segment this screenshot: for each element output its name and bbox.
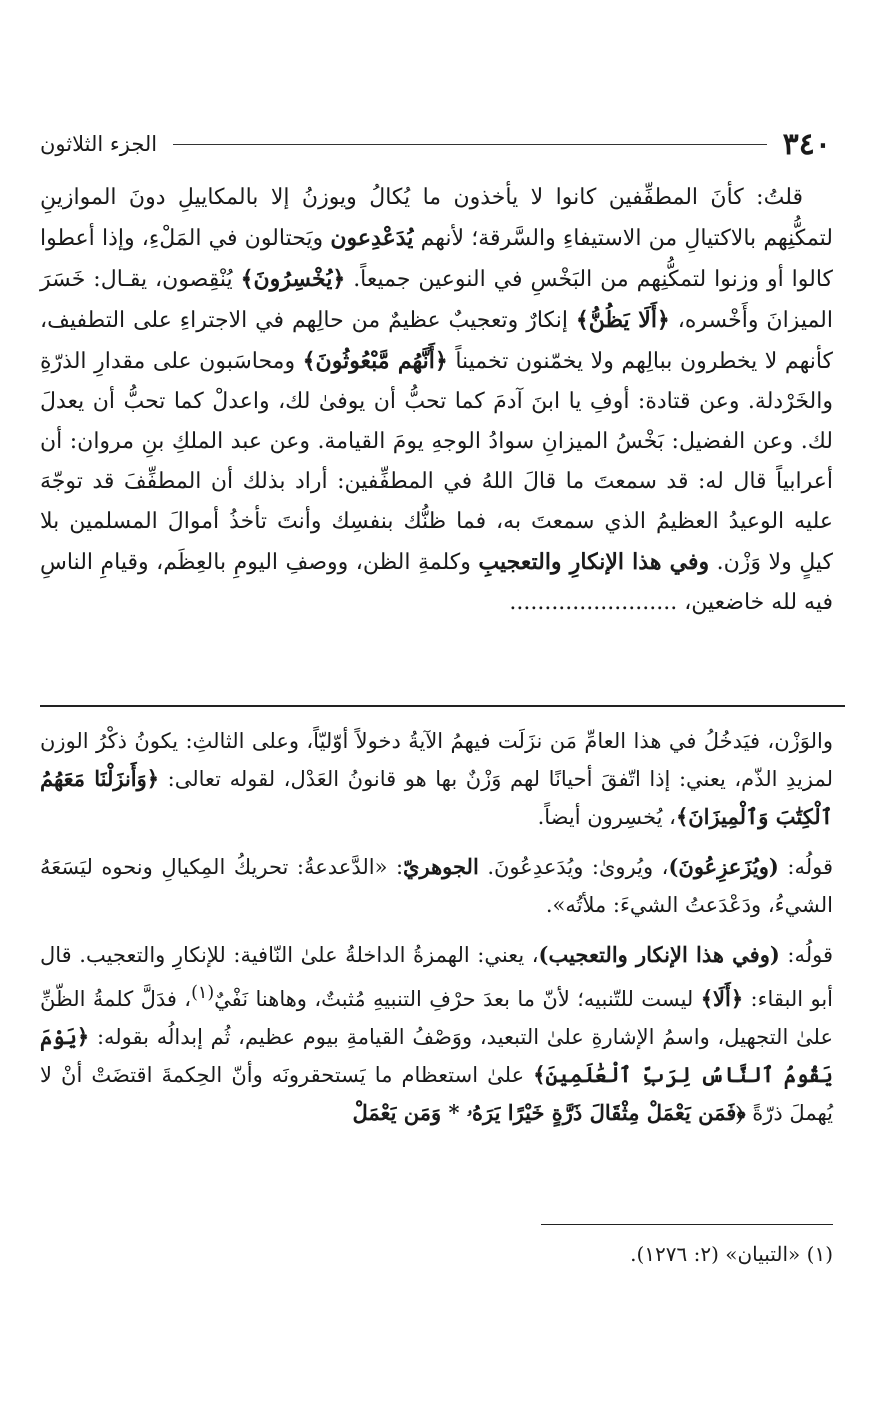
text-segment: والوَزْن، فيَدخُلُ في هذا العامِّ مَن نزَلَت فيهمُ الآيةُ دخولاً أوّليّاً، وعلى الثالثِ: يكونُ ذكْرُ الوزن لمزيدِ الذّم، يعني: إذا اتّفقَ أحيانًا لهم وَزْنٌ بها هو قانونُ العَدْل، لقوله تعالى: bbox=[40, 729, 833, 791]
quran-quote: ﴿وَأَنزَلْنَا مَعَهُمُ ٱلْكِتَٰبَ وَٱلْمِيزَانَ﴾ bbox=[40, 766, 833, 829]
quran-quote: ﴿فَمَن يَعْمَلْ مِثْقَالَ ذَرَّةٍ خَيْرًا يَرَهُۥ * وَمَن يَعْمَلْ bbox=[352, 1100, 746, 1125]
bold-term: يُدَعْدِعون bbox=[330, 225, 414, 251]
footnote-rule bbox=[541, 1224, 833, 1225]
bold-term: (وفي هذا الإنكار والتعجيب) bbox=[538, 942, 780, 967]
main-text bbox=[40, 178, 833, 623]
text-segment: ليست للتّنبيه؛ لأنّ ما بعدَ حرْفِ التنبيهِ مُثبتٌ، وهاهنا نَفْيٌ bbox=[214, 987, 701, 1011]
text-segment: يُنْقِصون، يقـال: خَسَرَ الميزانَ وأَخْسره، bbox=[40, 267, 833, 333]
bold-term: الجوهريّ bbox=[403, 854, 479, 879]
quran-quote: ﴿أَنَّهُم مَّبْعُوثُونَ﴾ bbox=[302, 348, 448, 374]
quran-quote: ﴿أَلَا يَظُنُّ﴾ bbox=[575, 307, 670, 333]
text-segment: ويَحتالون في المَلْءِ، وإذا أعطوا كالوا أو وزنوا لتمكُّنِهم من البَخْسِ في النوعين جميعاً. bbox=[40, 226, 834, 292]
page-header bbox=[40, 122, 831, 166]
text-segment: قولُه: bbox=[779, 943, 833, 967]
bold-term: وفي هذا الإنكارِ والتعجيبِ bbox=[478, 549, 710, 575]
commentary bbox=[40, 722, 833, 1144]
text-segment: علىٰ استعظام ما يَستحقرونَه وأنّ الحِكمةَ اقتضَتْ أنْ لا يُهملَ ذرّةً bbox=[40, 1063, 833, 1125]
running-title: الجزء الثلاثون bbox=[40, 132, 158, 156]
text-segment: قولُه: bbox=[778, 855, 834, 879]
main-paragraph bbox=[40, 178, 833, 623]
quran-quote: ﴿يُخْسِرُونَ﴾ bbox=[240, 266, 346, 292]
text-segment: وكلمةِ الظن، ووصفِ اليومِ بالعِظَم، وقيامِ الناسِ فيه لله خاضعين، ........................ bbox=[40, 550, 833, 615]
page-number: ٣٤٠ bbox=[782, 126, 831, 162]
commentary-paragraph bbox=[40, 848, 833, 924]
footnote: (١) «التبيان» (٢: ١٢٧٦). bbox=[630, 1242, 833, 1266]
text-segment: ، يُخسِرون أيضاً. bbox=[537, 805, 676, 829]
text-segment: قلتُ: كأنَ المطفِّفين كانوا لا يأخذون ما يُكالُ ويوزنُ إلا بالمكاييلِ دونَ الموازينِ لتمكُّنِهم بالاكتيالِ من الاستيفاءِ والسَّرقة؛ لأنهم bbox=[40, 185, 833, 251]
commentary-paragraph bbox=[40, 722, 833, 836]
quran-quote: ﴿يَوْمَ يَقُومُ ٱلنَّاسُ لِرَبِّ ٱلْعَٰلَمِينَ﴾ bbox=[40, 1024, 833, 1087]
text-segment: ، يعني: الهمزةُ الداخلةُ علىٰ النّافية: للإنكارِ والتعجيب. قال أبو البقاء: bbox=[40, 943, 833, 1011]
quran-quote: ﴿أَلَا﴾ bbox=[700, 986, 744, 1011]
header-rule bbox=[173, 144, 767, 145]
text-segment: : «الدَّعدعةُ: تحريكُ المِكيالِ ونحوه ليَسَعَهُ الشيءُ، ودَعْدَعتُ الشيءَ: ملأتُه». bbox=[40, 855, 833, 917]
text-segment: ، ويُروىٰ: ويُدَعدِعُونَ. bbox=[478, 855, 669, 879]
bold-term: (ويُزَعزِعُونَ) bbox=[668, 854, 779, 879]
text-segment: ، فدَلَّ كلمةُ الظّنِّ علىٰ التجهيل، واسمُ الإشارةِ علىٰ التبعيد، ووَصْفُ القيامةِ بيوم عظيم، ثُم إبدالُه بقوله: bbox=[40, 987, 833, 1049]
commentary-paragraph bbox=[40, 936, 833, 1132]
text-segment: ومحاسَبون على مقدارِ الذرّةِ والخَرْدلة. وعن قتادة: أوفِ يا ابنَ آدمَ كما تحبُّ أن يوفىٰ لك، واعدلْ كما تحبُّ أن يعدلَ لك. وعن الفضيل: بَخْسُ الميزانِ سوادُ الوجهِ يومَ القيامة. وعن عبد الملكِ بنِ مروان: أن أعرابياً قال له: قد سمعتَ ما قالَ اللهُ في المطفِّفين: أراد بذلك أن المطفِّفَ قد توجّهَ عليه الوعيدُ العظيمُ الذي سمعتَ به، فما ظنُّك بنفسِك وأنتَ تأخذُ أموالَ المسلمين بلا كيلٍ ولا وَزْن. bbox=[40, 349, 834, 575]
commentary-separator bbox=[40, 705, 845, 707]
footnote-reference[interactable]: (١) bbox=[191, 983, 215, 1003]
text-segment: إنكارٌ وتعجيبٌ عظيمٌ من حالِهم في الاجتراءِ على التطفيف، كأنهم لا يخطرون ببالِهم ولا يخمّنون تخميناً bbox=[40, 308, 834, 374]
